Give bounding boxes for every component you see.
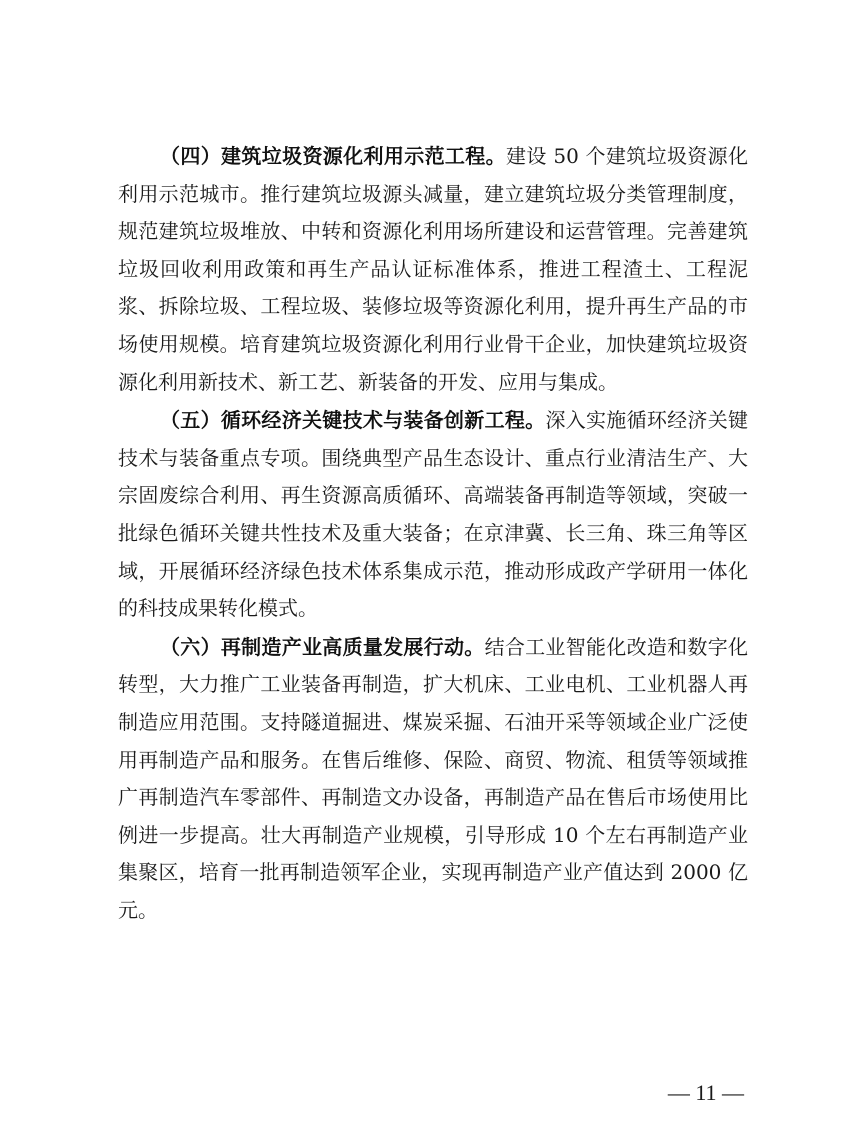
paragraph-remanufacturing [118, 629, 748, 930]
paragraph-text-4: 建设 50 个建筑垃圾资源化利用示范城市。推行建筑垃圾源头减量，建立建筑垃圾分类管理制度，规范建筑垃圾堆放、中转和资源化利用场所建设和运营管理。完善建筑垃圾回收利用政策和再生产品认证标准体系，推进工程渣土、工程泥浆、拆除垃圾、工程垃圾、装修垃圾等资源化利用，提升再生产品的市场使用规模。培育建筑垃圾资源化利用行业骨干企业，加快建筑垃圾资源化利用新技术、新工艺、新装备的开发、应用与集成。 [118, 144, 748, 394]
paragraph-construction-waste [118, 138, 748, 401]
section-heading-6: （六）再制造产业高质量发展行动。 [160, 634, 485, 659]
section-heading-4: （四）建筑垃圾资源化利用示范工程。 [160, 144, 506, 168]
page-number: — 11 — [667, 1080, 744, 1105]
document-body [118, 138, 748, 930]
paragraph-text-5: 深入实施循环经济关键技术与装备重点专项。围绕典型产品生态设计、重点行业清洁生产、大宗固废综合利用、再生资源高质循环、高端装备再制造等领域，突破一批绿色循环关键共性技术及重大装备；在京津冀、长三角、珠三角等区域，开展循环经济绿色技术体系集成示范，推动形成政产学研用一体化的科技成果转化模式。 [118, 408, 749, 621]
paragraph-text-6: 结合工业智能化改造和数字化转型，大力推广工业装备再制造，扩大机床、工业电机、工业机器人再制造应用范围。支持隧道掘进、煤炭采掘、石油开采等领域企业广泛使用再制造产品和服务。在售后维修、保险、商贸、物流、租赁等领域推广再制造汽车零部件、再制造文办设备，再制造产品在售后市场使用比例进一步提高。壮大再制造产业规模，引导形成 10 个左右再制造产业集聚区，培育一批再制造领军企业，实现再制造产业产值达到 2000 亿元。 [118, 634, 749, 922]
section-heading-5: （五）循环经济关键技术与装备创新工程。 [160, 408, 546, 433]
paragraph-circular-economy-tech [118, 402, 748, 628]
